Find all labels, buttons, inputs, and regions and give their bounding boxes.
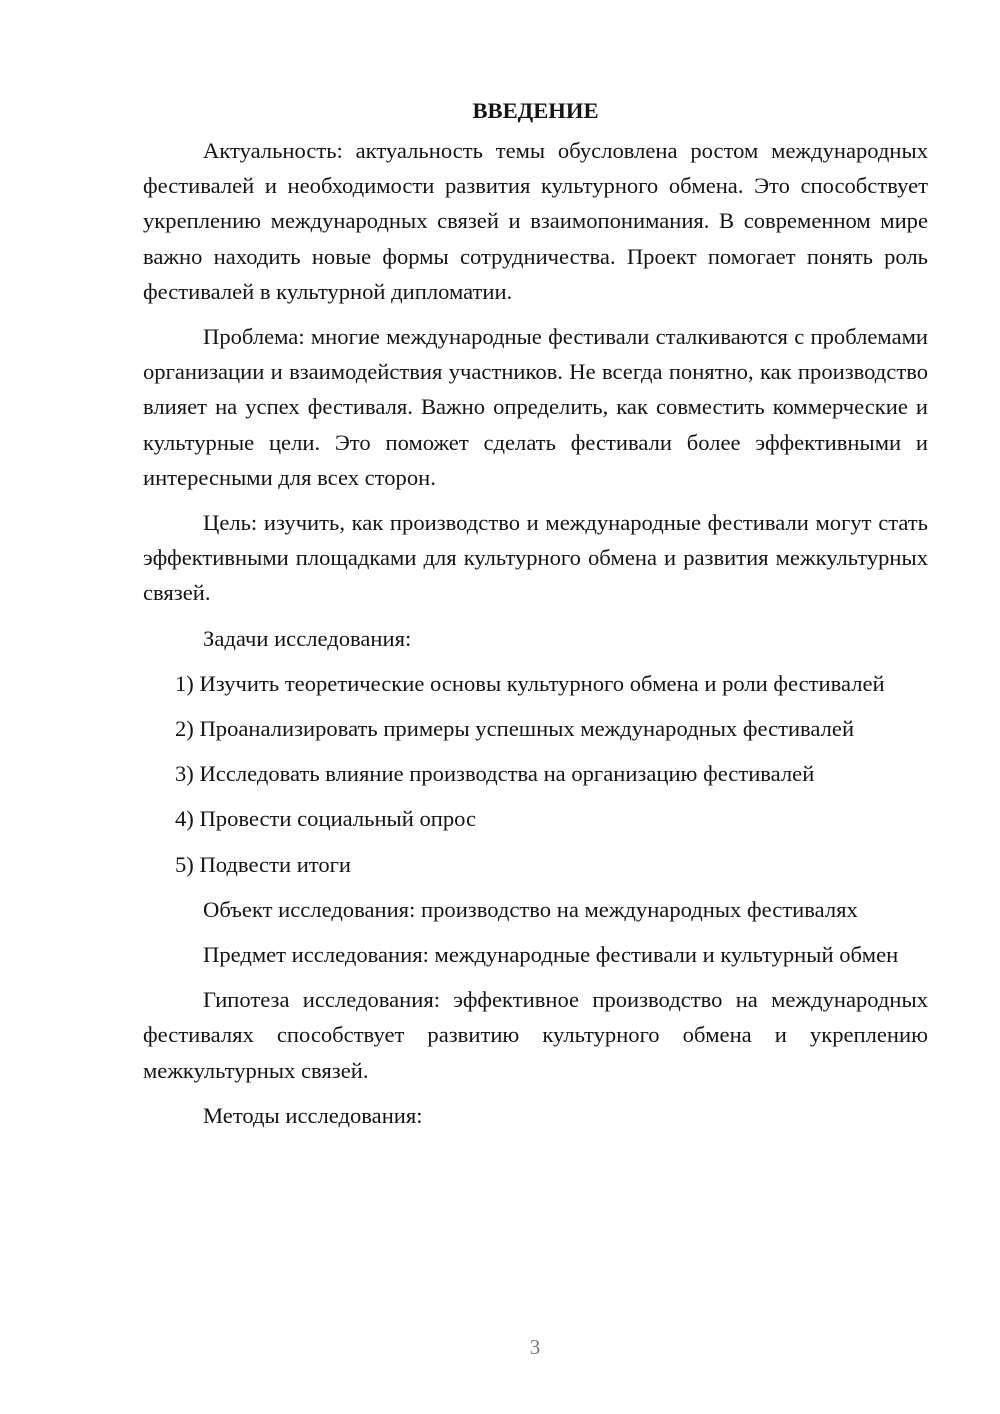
page-number: 3 bbox=[529, 1335, 541, 1359]
section-title: ВВЕДЕНИЕ bbox=[472, 98, 599, 123]
task-item-5: 5) Подвести итоги bbox=[175, 851, 352, 877]
methods-heading: Методы исследования: bbox=[203, 1102, 423, 1128]
task-item-3: 3) Исследовать влияние производства на организацию фестивалей bbox=[175, 761, 815, 787]
relevance-paragraph: Актуальность: актуальность темы обусловлена ростом международных фестивалей и необходимости развития культурного обмена. Это способствует укреплению международных связей и взаимопонимания. В современном мире важно находить новые формы сотрудничества. Проект помогает понять роль фестивалей в культурной дипломатии. bbox=[143, 138, 928, 304]
goal-paragraph: Цель: изучить, как производство и международные фестивали могут стать эффективными площадками для культурного обмена и развития межкультурных связей. bbox=[143, 510, 928, 606]
task-item-1: 1) Изучить теоретические основы культурного обмена и роли фестивалей bbox=[175, 670, 885, 696]
page-content bbox=[143, 93, 928, 1143]
task-item-2: 2) Проанализировать примеры успешных международных фестивалей bbox=[175, 716, 855, 742]
object-paragraph: Объект исследования: производство на международных фестивалях bbox=[203, 896, 858, 922]
hypothesis-paragraph: Гипотеза исследования: эффективное производство на международных фестивалях способствует развитию культурного обмена и укреплению межкультурных связей. bbox=[143, 987, 928, 1083]
tasks-heading: Задачи исследования: bbox=[203, 625, 412, 651]
task-item-4: 4) Провести социальный опрос bbox=[175, 806, 477, 832]
subject-paragraph: Предмет исследования: международные фестивали и культурный обмен bbox=[203, 942, 899, 968]
problem-paragraph: Проблема: многие международные фестивали сталкиваются с проблемами организации и взаимодействия участников. Не всегда понятно, как производство влияет на успех фестиваля. Важно определить, как совместить коммерческие и культурные цели. Это поможет сделать фестивали более эффективными и интересными для всех сторон. bbox=[143, 324, 928, 490]
